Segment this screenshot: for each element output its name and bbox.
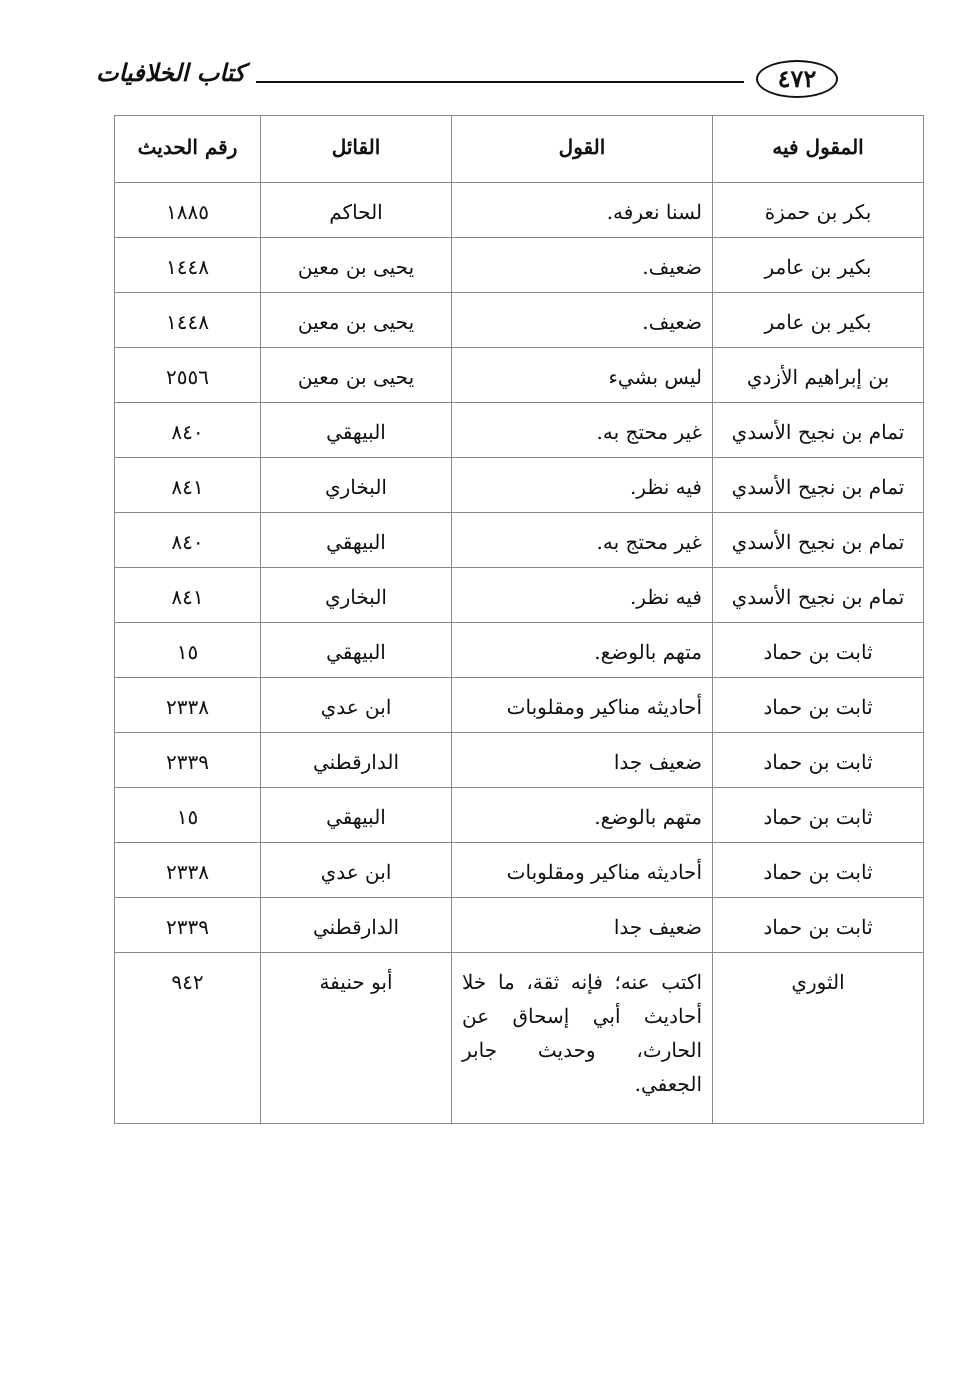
cell-person: بكير بن عامر (713, 293, 924, 348)
cell-sayer: يحيى بن معين (261, 348, 452, 403)
cell-sayer: البيهقي (261, 513, 452, 568)
table-row (115, 733, 924, 788)
column-header-sayer: القائل (261, 116, 452, 183)
cell-saying: متهم بالوضع. (452, 623, 713, 678)
cell-sayer: ابن عدي (261, 678, 452, 733)
cell-sayer: أبو حنيفة (261, 953, 452, 1124)
table-header-row (115, 116, 924, 183)
cell-person: ثابت بن حماد (713, 843, 924, 898)
cell-sayer: البيهقي (261, 403, 452, 458)
hadith-table (114, 115, 924, 1124)
table-row (115, 843, 924, 898)
cell-number: ٢٥٥٦ (115, 348, 261, 403)
header-rule (256, 81, 744, 83)
table-row (115, 568, 924, 623)
cell-sayer: البخاري (261, 568, 452, 623)
table-row (115, 238, 924, 293)
cell-number: ١٨٨٥ (115, 183, 261, 238)
column-header-saying: القول (452, 116, 713, 183)
table-row (115, 953, 924, 1124)
cell-sayer: الحاكم (261, 183, 452, 238)
table-row (115, 403, 924, 458)
cell-person: الثوري (713, 953, 924, 1124)
table-row (115, 348, 924, 403)
cell-saying: أحاديثه مناكير ومقلوبات (452, 843, 713, 898)
cell-saying: ضعيف. (452, 238, 713, 293)
cell-number: ١٥ (115, 788, 261, 843)
cell-sayer: الدارقطني (261, 733, 452, 788)
cell-person: ثابت بن حماد (713, 623, 924, 678)
cell-sayer: البخاري (261, 458, 452, 513)
table-row (115, 898, 924, 953)
cell-sayer: يحيى بن معين (261, 293, 452, 348)
cell-saying: ضعيف جدا (452, 898, 713, 953)
cell-person: ثابت بن حماد (713, 678, 924, 733)
cell-sayer: البيهقي (261, 623, 452, 678)
cell-saying: فيه نظر. (452, 458, 713, 513)
cell-number: ٢٣٣٨ (115, 678, 261, 733)
cell-person: بكير بن عامر (713, 238, 924, 293)
cell-person: تمام بن نجيح الأسدي (713, 403, 924, 458)
cell-saying: غير محتج به. (452, 403, 713, 458)
table-row (115, 513, 924, 568)
cell-person: تمام بن نجيح الأسدي (713, 458, 924, 513)
cell-person: بن إبراهيم الأزدي (713, 348, 924, 403)
cell-number: ٢٣٣٩ (115, 733, 261, 788)
cell-number: ١٥ (115, 623, 261, 678)
cell-person: ثابت بن حماد (713, 788, 924, 843)
table-row (115, 458, 924, 513)
cell-person: تمام بن نجيح الأسدي (713, 513, 924, 568)
cell-person: بكر بن حمزة (713, 183, 924, 238)
cell-number: ١٤٤٨ (115, 293, 261, 348)
page-number: ٤٧٢ (756, 60, 838, 98)
cell-saying: متهم بالوضع. (452, 788, 713, 843)
table-row (115, 788, 924, 843)
column-header-number: رقم الحديث (115, 116, 261, 183)
cell-number: ١٤٤٨ (115, 238, 261, 293)
book-title: كتاب الخلافيات (96, 58, 246, 87)
cell-saying: ضعيف. (452, 293, 713, 348)
cell-number: ٢٣٣٨ (115, 843, 261, 898)
cell-number: ٨٤١ (115, 458, 261, 513)
cell-saying: لسنا نعرفه. (452, 183, 713, 238)
cell-number: ٨٤١ (115, 568, 261, 623)
cell-number: ٢٣٣٩ (115, 898, 261, 953)
cell-number: ٨٤٠ (115, 403, 261, 458)
cell-person: تمام بن نجيح الأسدي (713, 568, 924, 623)
cell-saying: ضعيف جدا (452, 733, 713, 788)
table-row (115, 293, 924, 348)
cell-number: ٩٤٢ (115, 953, 261, 1124)
cell-sayer: يحيى بن معين (261, 238, 452, 293)
page-header (96, 56, 838, 108)
table-row (115, 183, 924, 238)
cell-person: ثابت بن حماد (713, 898, 924, 953)
cell-saying: غير محتج به. (452, 513, 713, 568)
cell-sayer: البيهقي (261, 788, 452, 843)
cell-saying: فيه نظر. (452, 568, 713, 623)
cell-saying: اكتب عنه؛ فإنه ثقة، ما خلا أحاديث أبي إسحاق عن الحارث، وحديث جابر الجعفي. (452, 953, 713, 1124)
table-row (115, 678, 924, 733)
cell-person: ثابت بن حماد (713, 733, 924, 788)
cell-number: ٨٤٠ (115, 513, 261, 568)
cell-saying: ليس بشيء (452, 348, 713, 403)
table-row (115, 623, 924, 678)
cell-sayer: الدارقطني (261, 898, 452, 953)
cell-saying: أحاديثه مناكير ومقلوبات (452, 678, 713, 733)
cell-sayer: ابن عدي (261, 843, 452, 898)
column-header-person: المقول فيه (713, 116, 924, 183)
